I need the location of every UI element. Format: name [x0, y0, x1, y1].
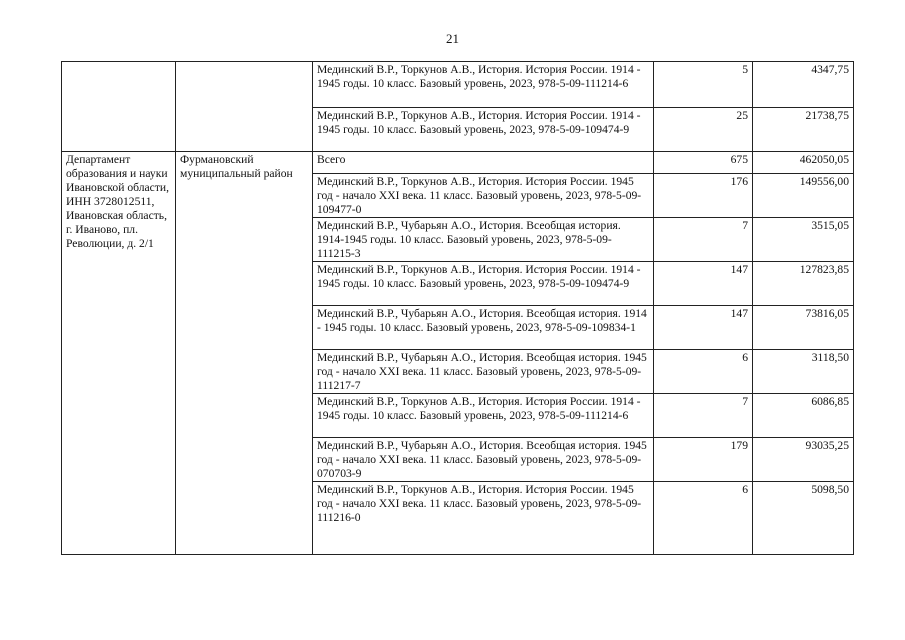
sum-cell: 21738,75: [753, 108, 854, 152]
book-title-cell: Мединский В.Р., Торкунов А.В., История. История России. 1945 год - начало XXI века. 11 класс. Базовый уровень, 2023, 978-5-09-111216-0: [313, 482, 654, 555]
sum-cell: 93035,25: [753, 438, 854, 482]
quantity-cell: 25: [654, 108, 753, 152]
sum-cell: 73816,05: [753, 306, 854, 350]
empty-org-cell: [62, 62, 176, 152]
book-title-cell: Мединский В.Р., Торкунов А.В., История. История России. 1914 - 1945 годы. 10 класс. Базовый уровень, 2023, 978-5-09-109474-9: [313, 262, 654, 306]
table-row: [62, 62, 854, 108]
total-quantity-cell: 675: [654, 152, 753, 174]
book-title-cell: Мединский В.Р., Чубарьян А.О., История. Всеобщая история. 1914 - 1945 годы. 10 класс. Базовый уровень, 2023, 978-5-09-109834-1: [313, 306, 654, 350]
organization-cell: Департамент образования и науки Ивановской области, ИНН 3728012511, Ивановская область, г. Иваново, пл. Революции, д. 2/1: [62, 152, 176, 555]
total-label-cell: Всего: [313, 152, 654, 174]
book-title-cell: Мединский В.Р., Чубарьян А.О., История. Всеобщая история. 1945 год - начало XXI века. 11 класс. Базовый уровень, 2023, 978-5-09-111217-7: [313, 350, 654, 394]
total-row: [62, 152, 854, 174]
quantity-cell: 5: [654, 62, 753, 108]
quantity-cell: 147: [654, 262, 753, 306]
sum-cell: 3118,50: [753, 350, 854, 394]
empty-district-cell: [176, 62, 313, 152]
sum-cell: 149556,00: [753, 174, 854, 218]
book-title-cell: Мединский В.Р., Чубарьян А.О., История. Всеобщая история. 1945 год - начало XXI века. 11 класс. Базовый уровень, 2023, 978-5-09-070703-9: [313, 438, 654, 482]
book-title-cell: Мединский В.Р., Чубарьян А.О., История. Всеобщая история. 1914-1945 годы. 10 класс. Базовый уровень, 2023, 978-5-09-111215-3: [313, 218, 654, 262]
sum-cell: 4347,75: [753, 62, 854, 108]
quantity-cell: 7: [654, 394, 753, 438]
textbook-distribution-table: [61, 61, 854, 555]
sum-cell: 5098,50: [753, 482, 854, 555]
quantity-cell: 6: [654, 482, 753, 555]
quantity-cell: 6: [654, 350, 753, 394]
sum-cell: 3515,05: [753, 218, 854, 262]
book-title-cell: Мединский В.Р., Торкунов А.В., История. История России. 1914 - 1945 годы. 10 класс. Базовый уровень, 2023, 978-5-09-111214-6: [313, 394, 654, 438]
quantity-cell: 176: [654, 174, 753, 218]
sum-cell: 127823,85: [753, 262, 854, 306]
district-cell: Фурмановский муниципальный район: [176, 152, 313, 555]
page-number: 21: [446, 31, 459, 46]
book-title-cell: Мединский В.Р., Торкунов А.В., История. История России. 1914 - 1945 годы. 10 класс. Базовый уровень, 2023, 978-5-09-111214-6: [313, 62, 654, 108]
book-title-cell: Мединский В.Р., Торкунов А.В., История. История России. 1945 год - начало XXI века. 11 класс. Базовый уровень, 2023, 978-5-09-109477-0: [313, 174, 654, 218]
quantity-cell: 147: [654, 306, 753, 350]
sum-cell: 6086,85: [753, 394, 854, 438]
total-sum-cell: 462050,05: [753, 152, 854, 174]
quantity-cell: 179: [654, 438, 753, 482]
quantity-cell: 7: [654, 218, 753, 262]
book-title-cell: Мединский В.Р., Торкунов А.В., История. История России. 1914 - 1945 годы. 10 класс. Базовый уровень, 2023, 978-5-09-109474-9: [313, 108, 654, 152]
